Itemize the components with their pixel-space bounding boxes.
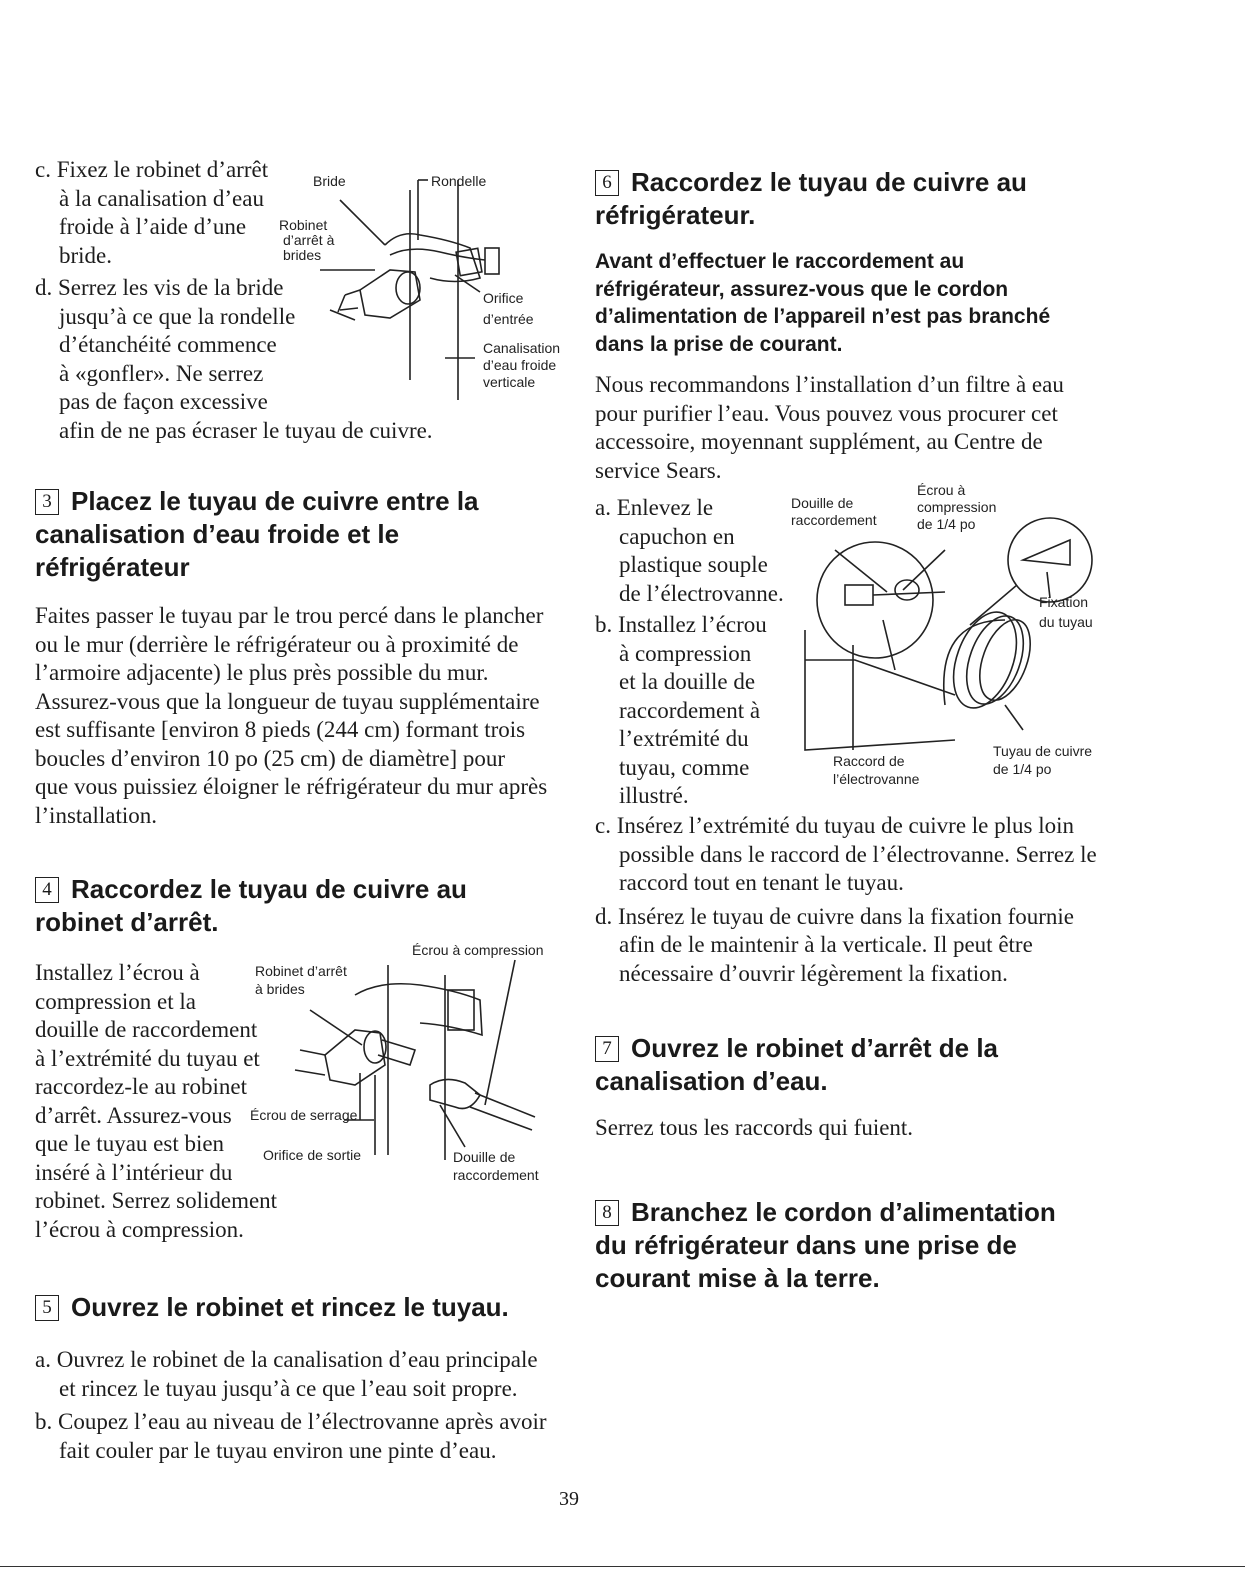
step-a-line: a. Ouvrez le robinet de la canalisation d’eau principale <box>35 1347 538 1372</box>
heading-line: canalisation d’eau froide et le <box>35 519 400 549</box>
step-d-line: nécessaire d’ouvrir légèrement la fixation. <box>619 960 1008 986</box>
step-b-line: b. Installez l’écrou <box>595 612 767 637</box>
heading-line: Placez le tuyau de cuivre entre la <box>71 486 479 516</box>
section-6-warning <box>595 248 1215 358</box>
section-7-heading <box>595 1032 1215 1098</box>
section-5-heading <box>35 1291 595 1324</box>
step-b-line: à compression <box>619 640 752 666</box>
heading-line: réfrigérateur. <box>595 200 756 230</box>
body-line: l’armoire adjacente) le plus près possible du mur. <box>35 660 489 685</box>
step-b-line: fait couler par le tuyau environ une pinte d’eau. <box>59 1437 497 1463</box>
section-8-heading <box>595 1196 1215 1295</box>
section-3-body <box>35 602 575 830</box>
body-line: que vous puissiez éloigner le réfrigérateur du mur après <box>35 774 548 799</box>
step-a-line: de l’électrovanne. <box>619 580 784 606</box>
heading-line: Ouvrez le robinet et rincez le tuyau. <box>71 1292 509 1322</box>
step-c-line: froide à l’aide d’une <box>59 214 247 239</box>
step-d-line: afin de ne pas écraser le tuyau de cuivre. <box>59 417 433 443</box>
body-line: raccordez-le au robinet <box>35 1074 247 1099</box>
step-b-line: l’extrémité du <box>619 726 749 751</box>
step-a-line: capuchon en <box>619 523 735 549</box>
section-5-body <box>35 1346 595 1465</box>
step-b-line: raccordement à <box>619 697 761 723</box>
step-d-line: d. Serrez les vis de la bride <box>35 275 284 300</box>
bottom-rule <box>0 1566 1245 1567</box>
label-line: à brides <box>255 981 305 997</box>
step-d-line: jusqu’à ce que la rondelle <box>59 303 296 329</box>
label-line: Écrou à <box>917 482 966 498</box>
step-a-line: et rincez le tuyau jusqu’à ce que l’eau soit propre. <box>59 1375 518 1401</box>
section-3-heading <box>35 485 575 584</box>
warning-line: dans la prise de courant. <box>595 332 843 356</box>
label-ecrou-compression: Écrou à compression <box>412 942 544 958</box>
step-d-line: afin de le maintenir à la verticale. Il peut être <box>619 932 1033 957</box>
label-line: l’électrovanne <box>833 771 920 787</box>
label-line: compression <box>917 499 997 515</box>
step-number-box: 6 <box>595 170 619 196</box>
section-4-body <box>35 959 295 1244</box>
label-line: brides <box>283 247 322 263</box>
label-line: Douille de <box>791 495 854 511</box>
step-b-line: et la douille de <box>619 669 756 694</box>
body-line: douille de raccordement <box>35 1017 258 1042</box>
step-c-line: c. Insérez l’extrémité du tuyau de cuivre le plus loin <box>595 813 1074 838</box>
section-7-body: Serrez tous les raccords qui fuient. <box>595 1115 914 1140</box>
body-line: Faites passer le tuyau par le trou percé dans le plancher <box>35 603 544 628</box>
heading-line: Raccordez le tuyau de cuivre au <box>631 167 1027 197</box>
body-line: ou le mur (derrière le réfrigérateur ou à proximité de <box>35 631 519 657</box>
label-line: d’entrée <box>483 311 534 327</box>
step-number-box: 8 <box>595 1200 619 1226</box>
step-b-line: tuyau, comme <box>619 754 750 780</box>
section-6-steps-cd <box>595 812 1215 988</box>
label-line: Orifice <box>483 290 524 306</box>
step-d-line: d. Insérez le tuyau de cuivre dans la fixation fournie <box>595 903 1074 929</box>
label-rondelle: Rondelle <box>431 173 487 189</box>
step-c-line: bride. <box>59 242 113 268</box>
label-line: raccordement <box>791 512 877 528</box>
body-line: boucles d’environ 10 po (25 cm) de diamètre] pour <box>35 745 506 771</box>
heading-line: courant mise à la terre. <box>595 1263 880 1293</box>
section-6-heading <box>595 166 1215 232</box>
section-6-steps-ab <box>595 494 805 811</box>
step-b-line: illustré. <box>619 783 689 808</box>
step-a-line: a. Enlevez le <box>595 495 714 520</box>
step-c-line: possible dans le raccord de l’électrovanne. Serrez le <box>619 841 1097 867</box>
body-line: inséré à l’intérieur du <box>35 1159 233 1185</box>
heading-line: du réfrigérateur dans une prise de <box>595 1230 1017 1260</box>
section-4-heading <box>35 873 575 939</box>
body-line: service Sears. <box>595 457 722 483</box>
page-number: 39 <box>559 1488 579 1510</box>
label-line: verticale <box>483 374 536 390</box>
step-number-box: 4 <box>35 877 59 903</box>
step-a-line: plastique souple <box>619 552 768 577</box>
step-number-box: 5 <box>35 1295 59 1321</box>
label-orifice-sortie: Orifice de sortie <box>263 1147 362 1163</box>
label-line: de 1/4 po <box>993 761 1052 777</box>
body-line: que le tuyau est bien <box>35 1131 225 1156</box>
step-number-box: 3 <box>35 489 59 515</box>
body-line: d’arrêt. Assurez-vous <box>35 1102 232 1128</box>
label-line: Robinet <box>279 217 328 233</box>
step-d-line: pas de façon excessive <box>59 389 268 414</box>
heading-line: Branchez le cordon d’alimentation <box>631 1197 1056 1227</box>
valve-connection-drawing <box>270 955 570 1185</box>
section-6-intro <box>595 371 1215 485</box>
body-line: l’installation. <box>35 802 158 828</box>
step-c <box>35 156 295 270</box>
label-line: du tuyau <box>1039 614 1093 630</box>
heading-line: réfrigérateur <box>35 552 190 582</box>
step-number-box: 7 <box>595 1036 619 1062</box>
label-line: Douille de <box>453 1149 516 1165</box>
step-d-line: d’étanchéité commence <box>59 332 277 357</box>
heading-line: robinet d’arrêt. <box>35 907 219 937</box>
body-line: est suffisante [environ 8 pieds (244 cm) formant trois <box>35 717 526 742</box>
label-line: Canalisation <box>483 340 561 356</box>
step-b-line: b. Coupez l’eau au niveau de l’électrovanne après avoir <box>35 1409 547 1434</box>
body-line: l’écrou à compression. <box>35 1216 244 1242</box>
clamp-valve-drawing <box>290 160 550 420</box>
body-line: à l’extrémité du tuyau et <box>35 1045 260 1071</box>
label-bride: Bride <box>313 173 346 189</box>
warning-line: réfrigérateur, assurez-vous que le cordon <box>595 277 1009 301</box>
body-line: pour purifier l’eau. Vous pouvez vous procurer cet <box>595 400 1058 426</box>
label-line: raccordement <box>453 1167 539 1183</box>
step-c-line: raccord tout en tenant le tuyau. <box>619 870 904 895</box>
step-c-line: c. Fixez le robinet d’arrêt <box>35 157 269 182</box>
label-line: de 1/4 po <box>917 516 976 532</box>
heading-line: Raccordez le tuyau de cuivre au <box>71 874 467 904</box>
body-line: Assurez-vous que la longueur de tuyau supplémentaire <box>35 688 540 714</box>
body-line: accessoire, moyennant supplément, au Centre de <box>595 429 1043 454</box>
body-line: robinet. Serrez solidement <box>35 1188 278 1213</box>
body-line: Installez l’écrou à <box>35 960 200 985</box>
heading-line: canalisation d’eau. <box>595 1066 828 1096</box>
label-line: Raccord de <box>833 753 905 769</box>
label-line: d’arrêt à <box>283 232 335 248</box>
label-ecrou-serrage: Écrou de serrage <box>250 1107 358 1123</box>
label-line: Tuyau de cuivre <box>993 743 1093 759</box>
label-line: Fixation <box>1039 594 1089 610</box>
label-line: Robinet d’arrêt <box>255 963 347 979</box>
body-line: compression et la <box>35 988 196 1014</box>
refrigerator-connection-drawing <box>795 520 1125 770</box>
label-line: d’eau froide <box>483 357 557 373</box>
warning-line: d’alimentation de l’appareil n’est pas branché <box>595 305 1051 328</box>
heading-line: Ouvrez le robinet d’arrêt de la <box>631 1033 998 1063</box>
body-line: Nous recommandons l’installation d’un filtre à eau <box>595 372 1064 397</box>
step-d-line: à «gonfler». Ne serrez <box>59 360 264 386</box>
warning-line: Avant d’effectuer le raccordement au <box>595 250 965 273</box>
step-c-line: à la canalisation d’eau <box>59 185 264 211</box>
